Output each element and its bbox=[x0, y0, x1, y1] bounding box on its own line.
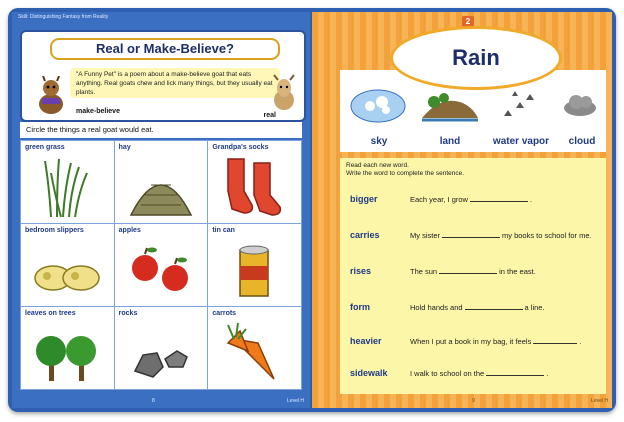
exercise-word: heavier bbox=[350, 336, 382, 346]
title-banner bbox=[50, 38, 280, 60]
land-icon bbox=[420, 88, 480, 124]
sentence-end: . bbox=[546, 369, 549, 378]
slippers-icon bbox=[31, 238, 103, 302]
item-label: rocks bbox=[118, 310, 138, 317]
sentence-start: I walk to school on the bbox=[410, 369, 485, 378]
exercise-sentence bbox=[410, 336, 581, 346]
real-label: real bbox=[263, 112, 276, 119]
skill-label: Skill: Distinguishing Fantasy from Reality bbox=[18, 14, 109, 20]
page-title: Rain bbox=[452, 45, 500, 70]
title-oval bbox=[390, 26, 562, 90]
sentence-start: The sun bbox=[410, 267, 438, 276]
exercise-word: bigger bbox=[350, 194, 378, 204]
answer-blank[interactable] bbox=[439, 266, 497, 274]
item-label: apples bbox=[118, 227, 141, 234]
level-label: Level H bbox=[591, 398, 608, 404]
item-hay[interactable] bbox=[115, 141, 208, 223]
exercise-sentence bbox=[410, 266, 536, 276]
item-leaves-on-trees[interactable] bbox=[21, 307, 114, 389]
workbook-spread bbox=[8, 8, 616, 412]
hay-icon bbox=[125, 155, 197, 219]
item-label: hay bbox=[118, 144, 131, 151]
trees-icon bbox=[31, 321, 103, 385]
exercise-row bbox=[350, 230, 606, 244]
exercise-sentence bbox=[410, 302, 545, 312]
page-number: 8 bbox=[152, 398, 155, 404]
real-goat-icon bbox=[268, 74, 300, 114]
answer-blank[interactable] bbox=[533, 336, 577, 344]
exercise-row bbox=[350, 266, 606, 280]
exercise-sentence bbox=[410, 194, 532, 204]
title-panel bbox=[20, 30, 306, 122]
sentence-end: a line. bbox=[524, 303, 545, 312]
item-label: Grandpa's socks bbox=[212, 144, 269, 151]
sentence-end: in the east. bbox=[499, 267, 536, 276]
page-badge: 2 bbox=[462, 16, 474, 28]
exercise-word: form bbox=[350, 302, 370, 312]
sentence-end: my books to school for me. bbox=[502, 231, 592, 240]
sentence-instruction bbox=[346, 162, 464, 178]
item-label: tin can bbox=[212, 227, 235, 234]
socks-icon bbox=[218, 155, 290, 219]
item-tin-can[interactable] bbox=[208, 224, 301, 306]
sentence-start: Each year, I grow bbox=[410, 195, 468, 204]
exercise-row bbox=[350, 368, 606, 382]
item-label: bedroom slippers bbox=[25, 227, 84, 234]
vocab-word: land bbox=[439, 136, 461, 147]
sentence-end: . bbox=[579, 337, 582, 346]
vocab-word: water vapor bbox=[492, 136, 550, 147]
sentence-panel bbox=[340, 158, 606, 394]
tin-can-icon bbox=[218, 238, 290, 302]
item-label: carrots bbox=[212, 310, 237, 317]
vocab-word: cloud bbox=[568, 136, 596, 147]
grass-icon bbox=[31, 155, 103, 219]
exercise-word: sidewalk bbox=[350, 368, 388, 378]
item-rocks[interactable] bbox=[115, 307, 208, 389]
sentence-start: My sister bbox=[410, 231, 440, 240]
exercise-word: carries bbox=[350, 230, 380, 240]
item-label: green grass bbox=[25, 144, 65, 151]
items-grid bbox=[20, 140, 302, 390]
exercise-row bbox=[350, 194, 606, 208]
page-title: Real or Make-Believe? bbox=[95, 41, 234, 56]
carrots-icon bbox=[218, 321, 290, 385]
left-page bbox=[12, 12, 310, 408]
make-believe-label: make-believe bbox=[76, 108, 120, 115]
page-number: 9 bbox=[472, 398, 475, 404]
answer-blank[interactable] bbox=[465, 302, 523, 310]
exercise-sentence bbox=[410, 368, 548, 378]
item-grandpas-socks[interactable] bbox=[208, 141, 301, 223]
answer-blank[interactable] bbox=[470, 194, 528, 202]
exercise-row bbox=[350, 336, 606, 350]
poem-text: "A Funny Pet" is a poem about a make-believe goat that eats anything. Real goats chew and lick many things, but they usually eat plants. bbox=[70, 68, 280, 98]
cloud-icon bbox=[560, 88, 600, 124]
clouds-sky-icon bbox=[350, 88, 406, 124]
item-label: leaves on trees bbox=[25, 310, 76, 317]
exercise-row bbox=[350, 302, 606, 316]
instruction-line: Read each new word. bbox=[346, 162, 409, 169]
item-carrots[interactable] bbox=[208, 307, 301, 389]
instruction-line: Write the word to complete the sentence. bbox=[346, 170, 465, 177]
sentence-start: When I put a book in my bag, it feels bbox=[410, 337, 532, 346]
water-vapor-icon bbox=[498, 88, 538, 124]
item-apples[interactable] bbox=[115, 224, 208, 306]
exercise-sentence bbox=[410, 230, 592, 240]
vocab-word: sky bbox=[370, 136, 388, 147]
cartoon-goat-icon bbox=[34, 76, 68, 118]
right-page bbox=[312, 12, 612, 408]
item-green-grass[interactable] bbox=[21, 141, 114, 223]
circle-instruction: Circle the things a real goat would eat. bbox=[20, 122, 302, 138]
sentence-end: . bbox=[529, 195, 533, 204]
apples-icon bbox=[125, 238, 197, 302]
item-bedroom-slippers[interactable] bbox=[21, 224, 114, 306]
level-label: Level H bbox=[287, 398, 304, 404]
sentence-start: Hold hands and bbox=[410, 303, 463, 312]
answer-blank[interactable] bbox=[442, 230, 500, 238]
answer-blank[interactable] bbox=[486, 368, 544, 376]
exercise-word: rises bbox=[350, 266, 372, 276]
rocks-icon bbox=[125, 321, 197, 385]
